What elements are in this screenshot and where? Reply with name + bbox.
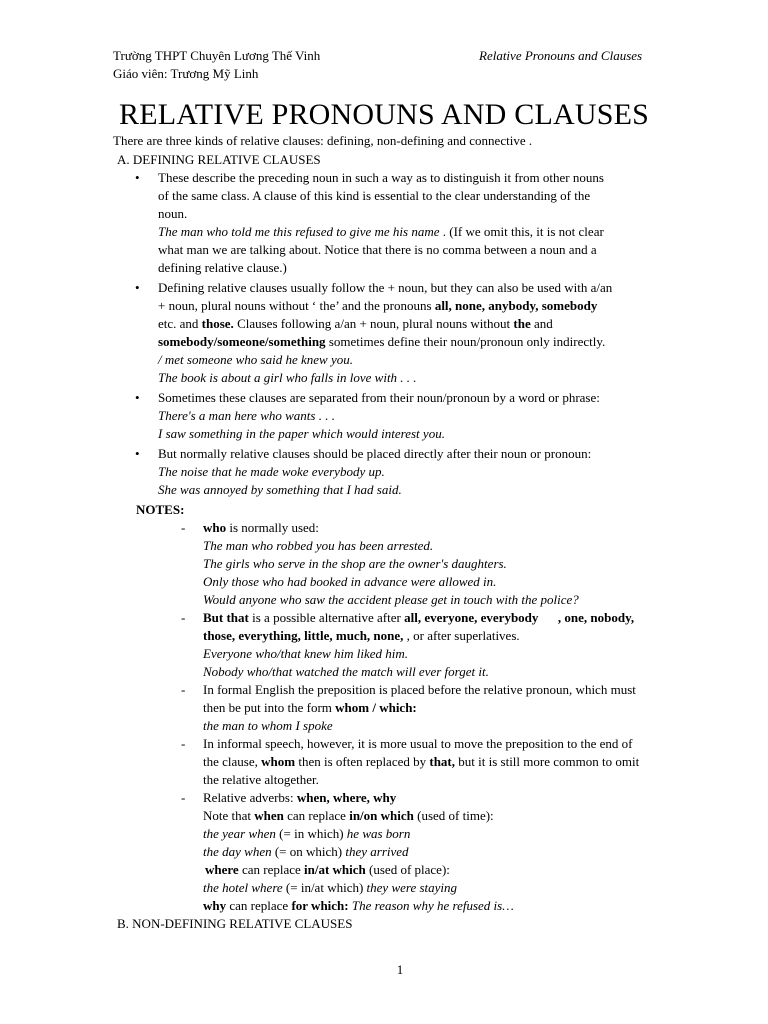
text-span: (used of time): (413, 808, 494, 823)
text-line: of the same class. A clause of this kind is essential to the clear understanding of the (158, 188, 591, 203)
keyword: But that (203, 610, 249, 625)
example-text: The noise that he made woke everybody up. (158, 464, 385, 479)
text-line (203, 807, 713, 825)
text-span: , or after superlatives. (403, 628, 520, 643)
text-span: Relative adverbs: (203, 790, 297, 805)
example-text: he was born (346, 826, 411, 841)
note-item-3 (113, 681, 713, 735)
text-line: • Sometimes these clauses are separated from their noun/pronoun by a word or phrase: (158, 390, 600, 405)
example-text: The girls who serve in the shop are the owner's daughters. (203, 556, 507, 571)
page-number: 1 (396, 962, 404, 977)
bullet-list (113, 169, 713, 499)
keyword: in/on which (349, 808, 414, 823)
example-text: She was annoyed by something that I had said. (158, 482, 402, 497)
keyword: all, none, anybody, somebody (434, 298, 598, 313)
note-item-5 (113, 789, 713, 915)
text-span: can replace (283, 808, 350, 823)
text-span: (used of place): (365, 862, 450, 877)
note-item-2 (113, 609, 713, 681)
notes-heading: NOTES: (136, 502, 185, 517)
keyword: all, everyone, everybody (404, 610, 539, 625)
bullet-item-2 (113, 279, 713, 387)
keyword: those, everything, little, much, none, (203, 628, 404, 643)
keyword: somebody/someone/something (158, 334, 326, 349)
text-span: (= in/at which) (282, 880, 367, 895)
text-line: • But normally relative clauses should be placed directly after their noun or pronoun: (158, 446, 592, 461)
text-span: then is often replaced by (295, 754, 430, 769)
text-span: Note that (203, 808, 255, 823)
text-line (203, 843, 713, 861)
example-text: they arrived (345, 844, 409, 859)
document-body (113, 132, 713, 933)
text-line (203, 627, 713, 645)
section-b-heading: B. NON-DEFINING RELATIVE CLAUSES (117, 916, 353, 931)
text-line: the relative altogether. (203, 772, 319, 787)
example-text: Everyone who/that knew him liked him. (203, 646, 409, 661)
example-text: the day when (203, 844, 272, 859)
text-span: then be put into the form (203, 700, 336, 715)
page-header-topic: Relative Pronouns and Clauses (479, 48, 643, 63)
keyword: where (205, 862, 239, 877)
text-line: noun. (158, 206, 188, 221)
example-text: The reason why he refused is… (348, 898, 514, 913)
example-text: Only those who had booked in advance were allowed in. (203, 574, 497, 589)
text-line (158, 297, 713, 315)
note-item-4 (113, 735, 713, 789)
keyword: , one, nobody, (538, 610, 635, 625)
text-span: can replace (226, 898, 292, 913)
school-name: Trường THPT Chuyên Lương Thế Vinh (113, 48, 321, 63)
keyword: in/at which (304, 862, 366, 877)
page-header-left (113, 47, 320, 83)
text-span: can replace (238, 862, 305, 877)
text-span: is normally used: (226, 520, 319, 535)
text-line: what man we are talking about. Notice that there is no comma between a noun and a (158, 242, 597, 257)
example-text: Would anyone who saw the accident please get in touch with the police? (203, 592, 579, 607)
keyword: whom / which: (335, 700, 417, 715)
example-text: The man who told me this refused to give me his name (158, 224, 440, 239)
bullet-item-1 (113, 169, 713, 277)
example-text: the hotel where (203, 880, 283, 895)
text-span: (= on which) (271, 844, 346, 859)
text-line (203, 699, 713, 717)
example-text: There's a man here who wants . . . (158, 408, 335, 423)
text-line (203, 861, 713, 879)
text-span: + noun, plural nouns without ‘ the’ and the pronouns (158, 298, 435, 313)
text-line (203, 897, 713, 915)
example-text: the man to whom I spoke (203, 718, 333, 733)
example-text: / met someone who said he knew you. (158, 352, 353, 367)
example-text: The book is about a girl who falls in love with . . . (158, 370, 417, 385)
text-line (203, 519, 713, 537)
text-span: is a possible alternative after (248, 610, 405, 625)
section-a-heading: A. DEFINING RELATIVE CLAUSES (117, 152, 321, 167)
text-span: . (If we omit this, it is not clear (439, 224, 604, 239)
example-text: the year when (203, 826, 276, 841)
text-span: (= in which) (275, 826, 347, 841)
keyword: when (254, 808, 284, 823)
text-line (203, 789, 713, 807)
text-line: defining relative clause.) (158, 260, 287, 275)
notes-list (113, 519, 713, 915)
text-line (203, 609, 713, 627)
keyword: the (513, 316, 531, 331)
text-line (203, 825, 713, 843)
keyword: who (203, 520, 227, 535)
text-line: • These describe the preceding noun in such a way as to distinguish it from other nouns (158, 170, 604, 185)
bullet-item-3 (113, 389, 713, 443)
text-span: but it is still more common to omit (455, 754, 640, 769)
intro-paragraph: There are three kinds of relative clauses: defining, non-defining and connective . (113, 133, 533, 148)
example-text: Nobody who/that watched the match will ever forget it. (203, 664, 489, 679)
text-line: - In formal English the preposition is placed before the relative pronoun, which must (203, 682, 636, 697)
bullet-item-4 (113, 445, 713, 499)
keyword: that, (429, 754, 456, 769)
text-line (158, 315, 713, 333)
text-span: etc. and (158, 316, 202, 331)
text-span: sometimes define their noun/pronoun only indirectly. (325, 334, 606, 349)
text-span: and (530, 316, 553, 331)
text-line (203, 879, 713, 897)
keyword: when, where, why (296, 790, 397, 805)
note-item-1 (113, 519, 713, 609)
text-span: the clause, (203, 754, 262, 769)
text-line: - In informal speech, however, it is more usual to move the preposition to the end of (203, 736, 633, 751)
example-text: they were staying (366, 880, 458, 895)
teacher-name: Giáo viên: Trương Mỹ Linh (113, 66, 259, 81)
example-text: I saw something in the paper which would interest you. (158, 426, 445, 441)
text-line: • Defining relative clauses usually follow the + noun, but they can also be used with a/an (158, 280, 613, 295)
keyword: those. (201, 316, 234, 331)
text-line (158, 223, 713, 241)
keyword: whom (261, 754, 296, 769)
text-line (158, 333, 713, 351)
text-line (203, 753, 713, 771)
keyword: why (203, 898, 227, 913)
example-text: The man who robbed you has been arrested. (203, 538, 434, 553)
page-title: RELATIVE PRONOUNS AND CLAUSES (118, 98, 649, 131)
text-span: Clauses following a/an + noun, plural nouns without (233, 316, 514, 331)
keyword: for which: (291, 898, 349, 913)
